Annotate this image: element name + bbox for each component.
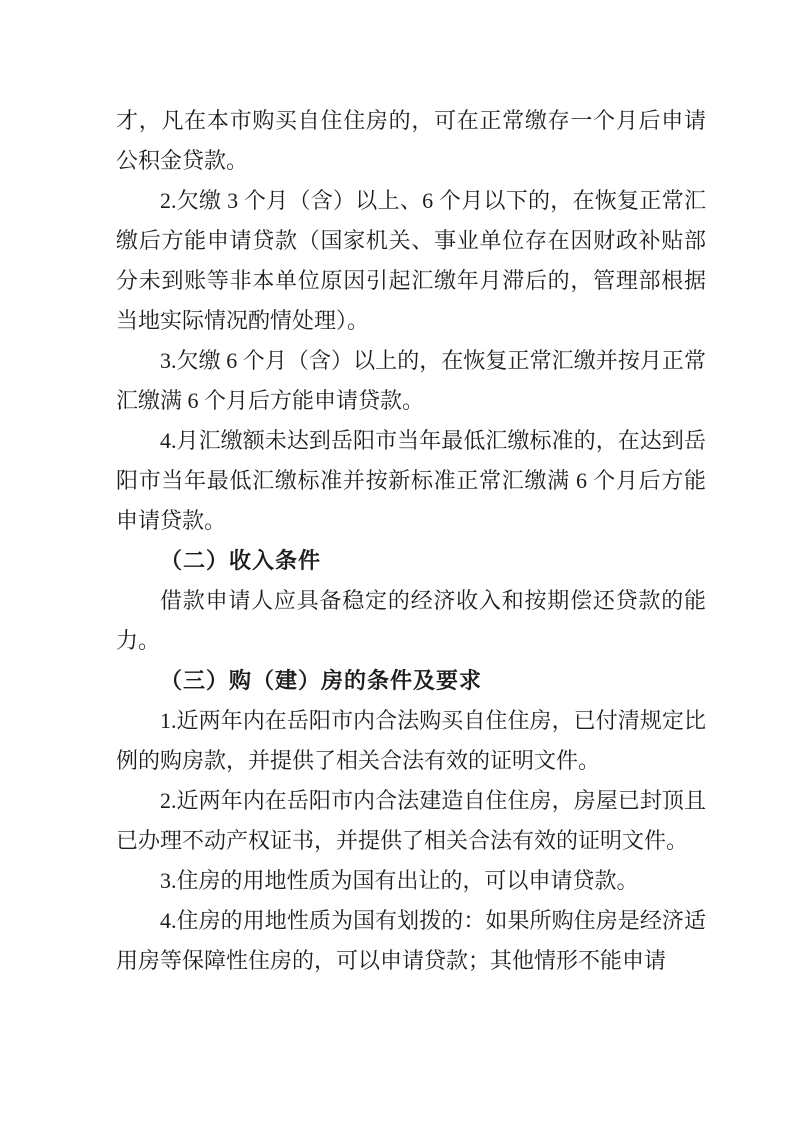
paragraph-land-granted: 3.住房的用地性质为国有出让的，可以申请贷款。 <box>160 868 639 893</box>
section-heading-housing-condition: （三）购（建）房的条件及要求 <box>160 668 483 693</box>
paragraph-below-minimum-standard: 4.月汇缴额未达到岳阳市当年最低汇缴标准的，在达到岳阳市当年最低汇缴标准并按新标准正常汇缴满 6 个月后方能申请贷款。 <box>116 428 706 533</box>
paragraph-build-housing: 2.近两年内在岳阳市内合法建造自住住房，房屋已封顶且已办理不动产权证书，并提供了相关合法有效的证明文件。 <box>116 788 706 853</box>
paragraph-income-requirement: 借款申请人应具备稳定的经济收入和按期偿还贷款的能力。 <box>116 588 706 653</box>
paragraph-overdue-3-months: 2.欠缴 3 个月（含）以上、6 个月以下的，在恢复正常汇缴后方能申请贷款（国家机关、事业单位存在因财政补贴部分未到账等非本单位原因引起汇缴年月滞后的，管理部根据当地实际情况酌情处理）。 <box>116 188 706 333</box>
paragraph-purchase-housing: 1.近两年内在岳阳市内合法购买自住住房，已付清规定比例的购房款，并提供了相关合法有效的证明文件。 <box>116 708 706 773</box>
document-text-body <box>116 101 706 981</box>
section-heading-income-condition: （二）收入条件 <box>160 548 322 573</box>
paragraph-continuation: 才，凡在本市购买自住住房的，可在正常缴存一个月后申请公积金贷款。 <box>116 108 706 173</box>
paragraph-overdue-6-months: 3.欠缴 6 个月（含）以上的，在恢复正常汇缴并按月正常汇缴满 6 个月后方能申请贷款。 <box>116 348 706 413</box>
paragraph-land-allocated: 4.住房的用地性质为国有划拨的：如果所购住房是经济适用房等保障性住房的，可以申请贷款；其他情形不能申请 <box>116 908 706 973</box>
